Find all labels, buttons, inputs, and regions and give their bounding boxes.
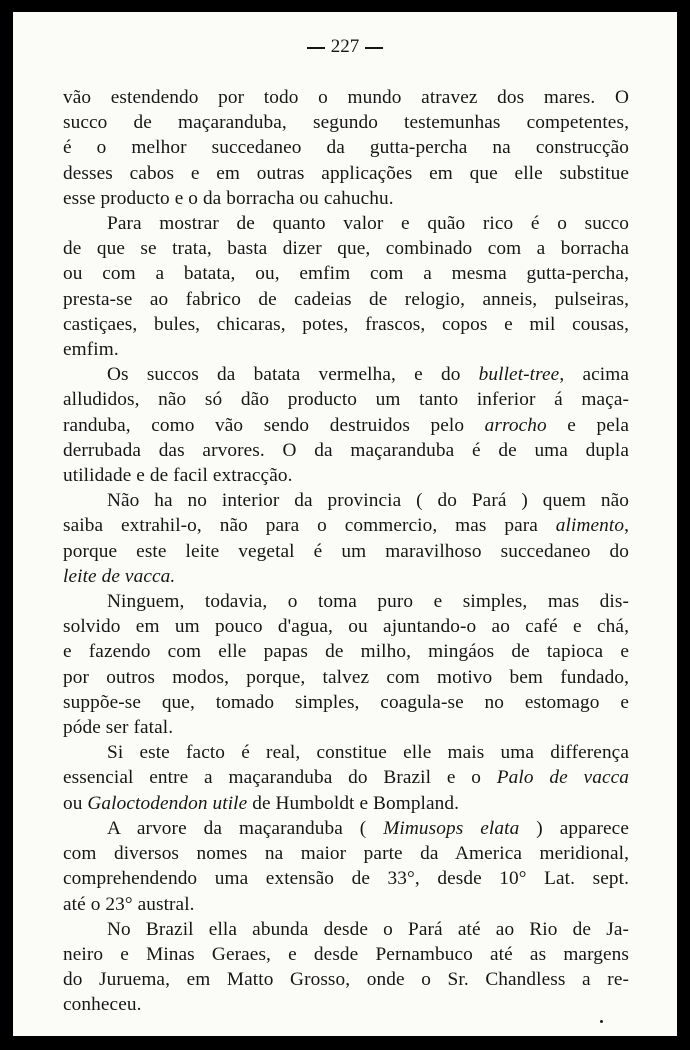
text-line: utilidade e de facil extracção.: [63, 465, 293, 487]
italic-term: leite de vacca.: [63, 565, 176, 587]
ink-speck: [600, 1020, 603, 1023]
text-line: Os succos da batata vermelha, e do bullet-tree, acima: [107, 364, 629, 386]
body-text: [63, 85, 629, 1018]
text-line: com diversos nomes na maior parte da America meridional,: [63, 843, 629, 865]
italic-term: Palo de vacca: [496, 767, 630, 789]
text-line: Ninguem, todavia, o toma puro e simples, mas dis-: [107, 591, 629, 613]
paragraph-3: [63, 362, 629, 488]
text-line: Não ha no interior da provincia ( do Pará ) quem não: [107, 490, 629, 512]
text-line: randuba, como vão sendo destruidos pelo arrocho e pela: [63, 414, 630, 436]
text-line: [63, 564, 629, 589]
text-line: conheceu.: [63, 994, 142, 1016]
paragraph-4: [63, 488, 629, 589]
paragraph-2: [63, 211, 629, 362]
text-line: do Juruema, em Matto Grosso, onde o Sr. Chandless a re-: [63, 969, 629, 991]
italic-term: Galoctodendon utile: [87, 792, 248, 814]
text-line: emfim.: [63, 339, 119, 361]
text-line: é o melhor succedaneo da gutta-percha na construcção: [63, 137, 629, 159]
paragraph-8: [63, 917, 629, 1018]
text-line: alludidos, não só dão producto um tanto inferior á maça-: [63, 389, 629, 411]
page-number-right-dash: [365, 47, 383, 49]
text-line: porque este leite vegetal é um maravilhoso succedaneo do: [63, 540, 629, 562]
text-line: Para mostrar de quanto valor e quão rico é o succo: [107, 213, 629, 235]
paragraph-1: [63, 85, 629, 211]
paragraph-6: [63, 740, 629, 816]
text-line: No Brazil ella abunda desde o Pará até ao Rio de Ja-: [107, 918, 629, 940]
text-line: A arvore da maçaranduba ( Mimusops elata ) apparece: [107, 817, 629, 839]
page-number-left-dash: [307, 47, 325, 49]
text-line: por outros modos, porque, talvez com motivo bem fundado,: [63, 666, 629, 688]
text-line: e fazendo com elle papas de milho, mingáos de tapioca e: [63, 641, 629, 663]
italic-term: alimento: [555, 515, 625, 537]
italic-term: Mimusops elata: [383, 817, 520, 839]
text-line: ou com a batata, ou, emfim com a mesma gutta-percha,: [63, 263, 629, 285]
text-line: succo de maçaranduba, segundo testemunhas competentes,: [63, 112, 629, 134]
text-line: castiçaes, bules, chicaras, potes, frascos, copos e mil cousas,: [63, 313, 629, 335]
text-line: até o 23° austral.: [63, 893, 195, 915]
italic-term: arrocho: [484, 414, 547, 436]
text-line: ou Galoctodendon utile de Humboldt e Bompland.: [63, 792, 460, 814]
text-line: saiba extrahil-o, não para o commercio, mas para alimento,: [63, 515, 629, 537]
text-line: solvido em um pouco d'agua, ou ajuntando-o ao café e chá,: [63, 616, 629, 638]
paragraph-7: [63, 816, 629, 917]
text-line: suppõe-se que, tomado simples, coagula-se no estomago e: [63, 691, 629, 713]
text-line: de que se trata, basta dizer que, combinado com a borracha: [63, 238, 629, 260]
page-number-text: 227: [330, 36, 360, 57]
text-line: póde ser fatal.: [63, 717, 174, 739]
text-line: vão estendendo por todo o mundo atravez dos mares. O: [63, 87, 629, 108]
book-page: [13, 12, 677, 1036]
italic-term: bullet-tree: [478, 364, 560, 386]
page-number: [13, 36, 677, 58]
paragraph-5: [63, 589, 629, 740]
text-line: derrubada das arvores. O da maçaranduba é de uma dupla: [63, 439, 629, 461]
text-line: essencial entre a maçaranduba do Brazil e o Palo de vacca: [63, 767, 630, 789]
text-line: desses cabos e em outras applicações em que elle substitue: [63, 162, 629, 184]
text-line: neiro e Minas Geraes, e desde Pernambuco até as margens: [63, 943, 629, 965]
text-line: comprehendendo uma extensão de 33°, desde 10° Lat. sept.: [63, 868, 629, 890]
text-line: esse producto e o da borracha ou cahuchu.: [63, 187, 394, 209]
text-line: presta-se ao fabrico de cadeias de relogio, anneis, pulseiras,: [63, 288, 629, 310]
text-line: Si este facto é real, constitue elle mais uma differença: [107, 742, 629, 764]
